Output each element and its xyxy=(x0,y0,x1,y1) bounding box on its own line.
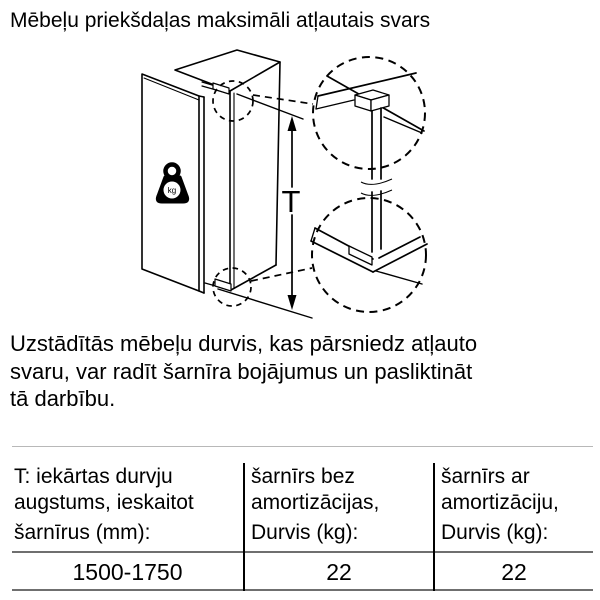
warning-line: tā darbību. xyxy=(10,386,116,411)
arrow-down xyxy=(288,295,297,310)
page-title: Mēbeļu priekšdaļas maksimāli atļautais svars xyxy=(10,9,431,32)
bottom-hinge-detail xyxy=(311,191,427,284)
warning-line: svaru, var radīt šarnīra bojājumus un pasliktināt xyxy=(10,358,473,384)
arrow-up xyxy=(288,116,297,131)
dimension-label-T: T xyxy=(281,184,301,219)
kg-label: kg xyxy=(167,186,177,195)
table-top-rule xyxy=(12,446,593,447)
table-header-rule xyxy=(12,551,593,553)
break-symbol xyxy=(361,179,392,195)
top-hinge-detail xyxy=(316,73,424,179)
height-dimension xyxy=(218,94,312,318)
column-header-door-height: T: iekārtas durvju augstums, ieskaitot šarnīrus (mm): xyxy=(14,465,194,544)
cell-weight-without-damping: 22 xyxy=(326,559,352,585)
bottom-extension-line xyxy=(218,289,312,318)
column-header-hinge-without-damping: šarnīrs bez amortizācijas, Durvis (kg): xyxy=(251,465,380,544)
column-header-hinge-with-damping: šarnīrs ar amortizāciju, Durvis (kg): xyxy=(441,465,559,544)
top-leader-line xyxy=(253,95,313,104)
warning-text xyxy=(10,330,595,413)
warning-line: Uzstādītās mēbeļu durvis, kas pārsniedz atļauto xyxy=(10,331,478,356)
spec-table xyxy=(12,446,593,592)
cell-weight-with-damping: 22 xyxy=(501,559,527,585)
top-hinge-detail-circle xyxy=(313,57,425,169)
cell-height-range: 1500-1750 xyxy=(72,559,183,585)
